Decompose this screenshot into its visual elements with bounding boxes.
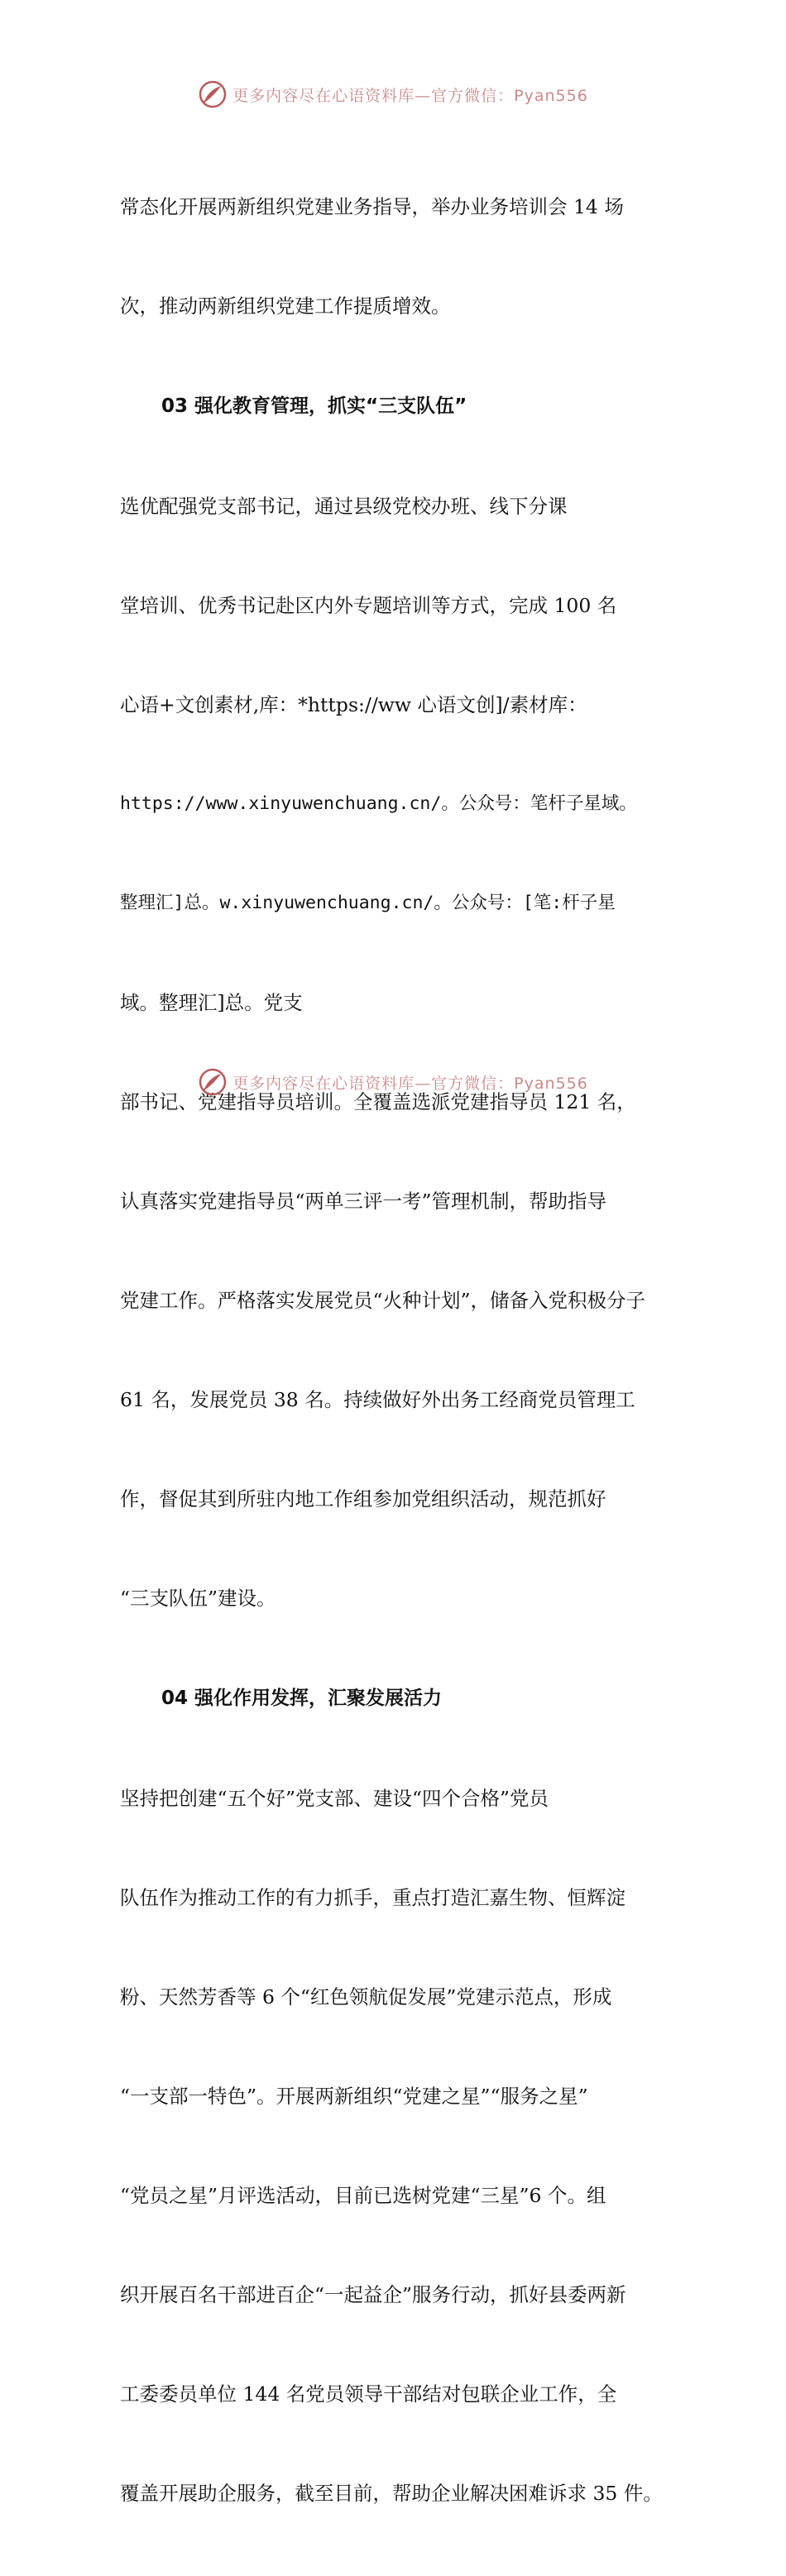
- section-heading-03: 03 强化教育管理，抓实“三支队伍”: [161, 395, 467, 417]
- text-line: “三支队伍”建设。: [120, 1587, 276, 1610]
- paragraph-2: [120, 424, 673, 1681]
- text-line: 61 名，发展党员 38 名。持续做好外出务工经商党员管理工: [120, 1388, 635, 1411]
- header-banner: [0, 76, 786, 113]
- text-line: 覆盖开展助企服务，截至目前，帮助企业解决困难诉求 35 件。: [120, 2482, 663, 2505]
- text-line: “一支部一特色”。开展两新组织“党建之星”“服务之星”: [120, 2085, 588, 2108]
- text-line: 堂培训、优秀书记赴区内外专题培训等方式，完成 100 名: [120, 594, 617, 617]
- text-line: https://www.xinyuwenchuang.cn/。公众号：笔杆子星域。: [120, 793, 637, 814]
- wechat-id: Pyan556: [514, 86, 588, 105]
- text-line: 作，督促其到所驻内地工作组参加党组织活动，规范抓好: [120, 1487, 606, 1511]
- text-line: 坚持把创建“五个好”党支部、建设“四个合格”党员: [120, 1787, 549, 1810]
- text-line: 织开展百名干部进百企“一起益企”服务行动，抓好县委两新: [120, 2283, 626, 2306]
- banner-text: 更多内容尽在心语资料库—官方微信：Pyan556: [232, 86, 588, 105]
- wechat-id: Pyan556: [514, 1074, 588, 1093]
- text-line: 常态化开展两新组织党建业务指导，举办业务培训会 14 场: [120, 195, 624, 218]
- text-line: 部书记、党建指导员培训。全覆盖选派党建指导员 121 名，: [120, 1090, 636, 1113]
- footer-banner: [0, 1064, 786, 1100]
- brush-logo-icon: [198, 79, 228, 109]
- text-line: 工委委员单位 144 名党员领导干部结对包联企业工作，全: [120, 2382, 617, 2406]
- text-line: 粉、天然芳香等 6 个“红色领航促发展”党建示范点，形成: [120, 1985, 612, 2009]
- text-line: 队伍作为推动工作的有力抓手，重点打造汇嘉生物、恒辉淀: [120, 1886, 625, 1909]
- text-line: “党员之星”月评选活动，目前已选树党建“三星”6 个。组: [120, 2184, 606, 2207]
- text-line: 党建工作。严格落实发展党员“火种计划”，储备入党积极分子: [120, 1289, 646, 1312]
- text-line: 整理汇]总。w.xinyuwenchuang.cn/。公众号：[笔:杆子星: [120, 893, 616, 913]
- document-body: [120, 124, 673, 2576]
- paragraph-3: [120, 1716, 673, 2576]
- brush-logo-icon: [198, 1067, 228, 1097]
- text-line: 域。整理汇]总。党支: [120, 991, 303, 1014]
- text-line: 选优配强党支部书记，通过县级党校办班、线下分课: [120, 495, 568, 518]
- text-line: 次，推动两新组织党建工作提质增效。: [120, 294, 451, 318]
- banner-text: 更多内容尽在心语资料库—官方微信：Pyan556: [232, 1074, 588, 1093]
- text-line: 心语+文创素材,库：*https://ww 心语文创]/素材库：: [120, 693, 587, 716]
- text-line: 认真落实党建指导员“两单三评一考”管理机制，帮助指导: [120, 1190, 607, 1213]
- section-heading-04: 04 强化作用发挥，汇聚发展活力: [161, 1688, 443, 1709]
- paragraph-1: [120, 124, 673, 389]
